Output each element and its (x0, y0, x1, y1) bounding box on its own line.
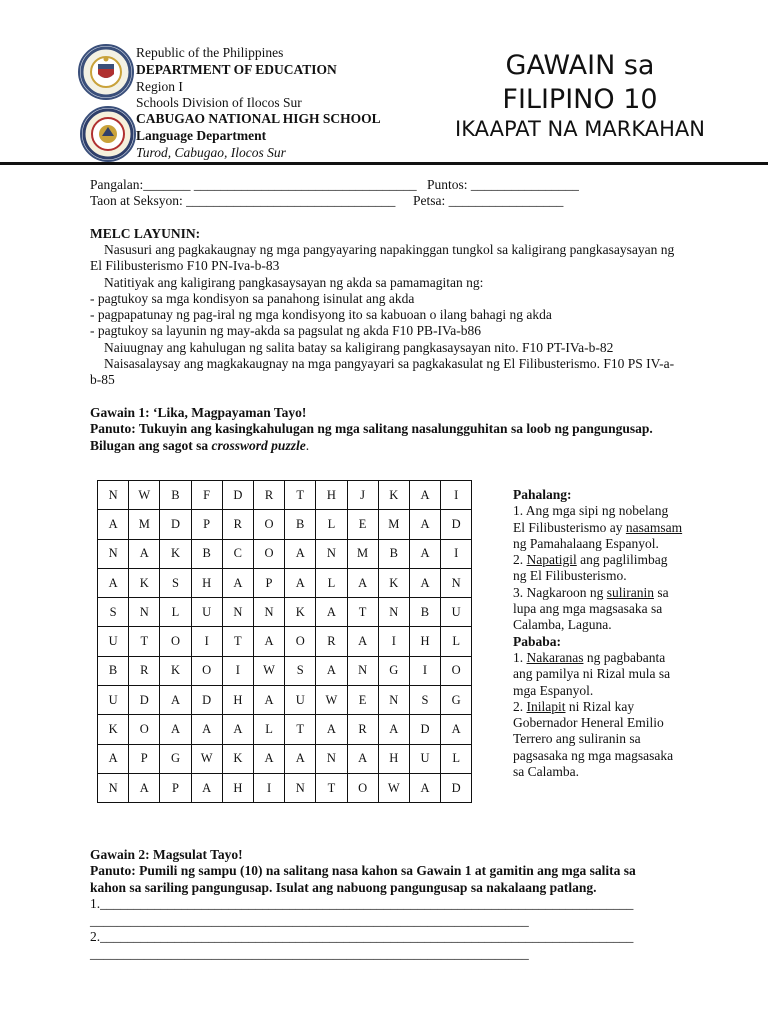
gawain2-title: Gawain 2: Magsulat Tayo! (90, 847, 243, 862)
grid-cell[interactable]: R (222, 510, 253, 539)
gawain2-instruction-1: Panuto: Pumili ng sampu (10) na salitang nasa kahon sa Gawain 1 at gamitin ang mga salita sa (90, 863, 636, 878)
grid-cell[interactable]: A (129, 539, 160, 568)
grid-cell[interactable]: A (129, 773, 160, 802)
grid-row (98, 686, 472, 715)
grid-cell[interactable]: H (222, 773, 253, 802)
grid-cell[interactable]: B (378, 539, 409, 568)
gawain1-instruction-2: Bilugan ang sagot sa crossword puzzle. (90, 438, 310, 453)
melc-objective-4: Naisasalaysay ang magkakaugnay na mga pangyayari sa pagkakasulat ng El Filibusterismo. F10 PS IV-a-b-85 (90, 356, 675, 388)
grid-cell[interactable]: L (160, 598, 191, 627)
gawain2-instruction-2: kahon sa sariling pangungusap. Isulat ang nabuong pangungusap sa nakalaang patlang. (90, 880, 597, 895)
department-text: DEPARTMENT OF EDUCATION (136, 62, 337, 77)
grid-cell[interactable]: M (378, 510, 409, 539)
grid-cell[interactable]: H (222, 686, 253, 715)
pababa-clue-2: 2. Inilapit ni Rizal kay Gobernador Heneral Emilio Terrero ang suliranin sa pagsasaka ng mga magsasaka sa Calamba. (513, 698, 674, 780)
grid-row (98, 656, 472, 685)
answer-line-2[interactable]: 2._______________________________________________________________________________ (90, 929, 634, 944)
grid-cell[interactable]: A (316, 598, 347, 627)
grid-cell[interactable]: W (378, 773, 409, 802)
grid-cell[interactable]: E (347, 510, 378, 539)
grid-cell[interactable]: M (129, 510, 160, 539)
grid-cell[interactable]: A (285, 744, 316, 773)
grid-cell[interactable]: S (285, 656, 316, 685)
grid-cell[interactable]: K (222, 744, 253, 773)
melc-objective-1: Nasusuri ang pagkakaugnay ng mga pangyayaring napakinggan tungkol sa kaligirang pangkasaysayan ng El Filibusterismo F10 PN-Iva-b-83 (90, 242, 675, 274)
grid-cell[interactable]: T (316, 773, 347, 802)
grid-cell[interactable]: N (129, 598, 160, 627)
grid-cell[interactable]: A (222, 568, 253, 597)
grid-cell[interactable]: W (253, 656, 284, 685)
grid-cell[interactable]: R (253, 481, 284, 510)
grid-cell[interactable]: T (129, 627, 160, 656)
grid-cell[interactable]: D (441, 510, 472, 539)
answer-line-1-cont[interactable]: _________________________________________________________________ (90, 913, 529, 928)
grid-cell[interactable]: A (409, 510, 440, 539)
grid-cell[interactable]: M (347, 539, 378, 568)
grid-cell[interactable]: K (285, 598, 316, 627)
grid-cell[interactable]: T (222, 627, 253, 656)
grid-cell[interactable]: A (347, 627, 378, 656)
grid-cell[interactable]: A (378, 715, 409, 744)
grid-cell[interactable]: S (98, 598, 129, 627)
grid-cell[interactable]: D (191, 686, 222, 715)
date-field[interactable]: Petsa: _________________ (413, 193, 564, 208)
grid-cell[interactable]: N (316, 744, 347, 773)
grid-cell[interactable]: L (441, 627, 472, 656)
grid-cell[interactable]: A (98, 568, 129, 597)
grid-cell[interactable]: I (409, 656, 440, 685)
grid-cell[interactable]: D (409, 715, 440, 744)
grid-cell[interactable]: A (253, 686, 284, 715)
grid-cell[interactable]: H (316, 481, 347, 510)
grid-cell[interactable]: U (191, 598, 222, 627)
grid-cell[interactable]: H (378, 744, 409, 773)
grid-row (98, 510, 472, 539)
answer-line-2-cont[interactable]: _________________________________________________________________ (90, 946, 529, 961)
grid-cell[interactable]: R (316, 627, 347, 656)
grid-cell[interactable]: N (378, 598, 409, 627)
melc-bullet-3: - pagtukoy sa layunin ng may-akda sa pagsulat ng akda F10 PB-IVa-b86 (90, 323, 482, 338)
grid-row (98, 598, 472, 627)
pababa-heading: Pababa: (513, 633, 562, 649)
pahalang-clue-2: 2. Napatigil ang paglilimbag ng El Filibusterismo. (513, 552, 668, 584)
grid-cell[interactable]: A (160, 686, 191, 715)
grid-cell[interactable]: A (347, 744, 378, 773)
grid-row (98, 568, 472, 597)
grid-cell[interactable]: I (441, 539, 472, 568)
deped-seal (78, 44, 134, 100)
grid-cell[interactable]: N (347, 656, 378, 685)
grid-cell[interactable]: A (222, 715, 253, 744)
score-field[interactable]: Puntos: ________________ (427, 177, 579, 192)
name-field[interactable]: Pangalan:_______ _________________________________ (90, 177, 417, 192)
grid-cell[interactable]: U (409, 744, 440, 773)
school-name: CABUGAO NATIONAL HIGH SCHOOL (136, 111, 381, 126)
grid-cell[interactable]: A (316, 656, 347, 685)
grid-cell[interactable]: B (409, 598, 440, 627)
grid-row (98, 715, 472, 744)
grid-cell[interactable]: O (191, 656, 222, 685)
grid-cell[interactable]: A (409, 539, 440, 568)
grid-cell[interactable]: W (191, 744, 222, 773)
header-divider (0, 162, 768, 165)
grid-cell[interactable]: I (441, 481, 472, 510)
grid-cell[interactable]: G (160, 744, 191, 773)
crossword-grid (97, 480, 472, 803)
grid-cell[interactable]: D (222, 481, 253, 510)
grid-cell[interactable]: U (285, 686, 316, 715)
grid-cell[interactable]: A (409, 568, 440, 597)
grid-cell[interactable]: F (191, 481, 222, 510)
grid-cell[interactable]: A (191, 773, 222, 802)
grid-cell[interactable]: N (441, 568, 472, 597)
grid-cell[interactable]: N (98, 773, 129, 802)
pahalang-clue-1: 1. Ang mga sipi ng nobelang El Filibusterismo ay nasamsam ng Pamahalaang Espanyol. (513, 503, 683, 551)
grid-cell[interactable]: A (98, 744, 129, 773)
grid-cell[interactable]: P (160, 773, 191, 802)
grid-cell[interactable]: T (347, 598, 378, 627)
school-address: Turod, Cabugao, Ilocos Sur (136, 145, 286, 160)
grid-cell[interactable]: P (191, 510, 222, 539)
grid-cell[interactable]: L (441, 744, 472, 773)
grid-cell[interactable]: A (285, 568, 316, 597)
grid-cell[interactable]: U (98, 686, 129, 715)
grid-cell[interactable]: K (160, 539, 191, 568)
grid-cell[interactable]: O (285, 627, 316, 656)
title-line-3: IKAAPAT NA MARKAHAN (455, 117, 705, 141)
grid-row (98, 744, 472, 773)
gawain1-title: Gawain 1: ‘Lika, Magpayaman Tayo! (90, 405, 307, 420)
grid-cell[interactable]: A (160, 715, 191, 744)
grid-cell[interactable]: K (378, 568, 409, 597)
grid-cell[interactable]: L (253, 715, 284, 744)
grid-cell[interactable]: A (253, 627, 284, 656)
grid-cell[interactable]: L (316, 510, 347, 539)
grid-cell[interactable]: N (316, 539, 347, 568)
grid-cell[interactable]: K (98, 715, 129, 744)
grid-cell[interactable]: A (347, 568, 378, 597)
grid-cell[interactable]: N (98, 539, 129, 568)
melc-objective-3: Naiuugnay ang kahulugan ng salita batay sa kaligirang pangkasaysayan nito. F10 PT-IVa-b-82 (104, 340, 614, 355)
pababa-clue-1: 1. Nakaranas ng pagbabanta ang pamilya ni Rizal mula sa mga Espanyol. (513, 649, 671, 698)
grid-cell[interactable]: G (378, 656, 409, 685)
grid-cell[interactable]: T (285, 481, 316, 510)
grid-cell[interactable]: O (253, 539, 284, 568)
section-field[interactable]: Taon at Seksyon: _______________________________ (90, 193, 396, 208)
region-text: Region I (136, 79, 183, 94)
grid-cell[interactable]: O (441, 656, 472, 685)
grid-cell[interactable]: I (191, 627, 222, 656)
grid-cell[interactable]: A (441, 715, 472, 744)
grid-cell[interactable]: N (222, 598, 253, 627)
grid-cell[interactable]: A (409, 773, 440, 802)
grid-cell[interactable]: P (129, 744, 160, 773)
title-line-1: GAWAIN sa (505, 50, 655, 81)
grid-cell[interactable]: H (191, 568, 222, 597)
grid-cell[interactable]: O (160, 627, 191, 656)
grid-cell[interactable]: E (347, 686, 378, 715)
grid-cell[interactable]: I (222, 656, 253, 685)
grid-row (98, 773, 472, 802)
melc-objective-2: Natitiyak ang kaligirang pangkasaysayan ng akda sa pamamagitan ng: (104, 275, 484, 290)
grid-cell[interactable]: N (253, 598, 284, 627)
grid-cell[interactable]: H (409, 627, 440, 656)
grid-cell[interactable]: K (160, 656, 191, 685)
grid-row (98, 481, 472, 510)
pahalang-clue-3: 3. Nagkaroon ng suliranin sa lupa ang mga magsasaka sa Calamba, Laguna. (513, 584, 669, 633)
grid-cell[interactable]: A (409, 481, 440, 510)
grid-cell[interactable]: U (441, 598, 472, 627)
grid-cell[interactable]: W (316, 686, 347, 715)
school-seal (80, 106, 136, 162)
grid-cell[interactable]: B (160, 481, 191, 510)
grid-cell[interactable]: R (129, 656, 160, 685)
grid-cell[interactable]: J (347, 481, 378, 510)
grid-cell[interactable]: P (253, 568, 284, 597)
grid-cell[interactable]: A (253, 744, 284, 773)
grid-cell[interactable]: N (285, 773, 316, 802)
grid-cell[interactable]: K (129, 568, 160, 597)
grid-cell[interactable]: B (191, 539, 222, 568)
grid-cell[interactable]: B (98, 656, 129, 685)
grid-cell[interactable]: K (378, 481, 409, 510)
melc-bullet-2: - pagpapatunay ng pag-iral ng mga kondisyong ito sa kabuoan o ilang bahagi ng akda (90, 307, 552, 322)
grid-cell[interactable]: D (441, 773, 472, 802)
grid-cell[interactable]: B (285, 510, 316, 539)
grid-row (98, 627, 472, 656)
grid-cell[interactable]: A (98, 510, 129, 539)
grid-cell[interactable]: S (409, 686, 440, 715)
melc-heading: MELC LAYUNIN: (90, 226, 201, 241)
grid-cell[interactable]: G (441, 686, 472, 715)
language-dept: Language Department (136, 128, 267, 143)
grid-cell[interactable]: A (316, 715, 347, 744)
pahalang-heading: Pahalang: (513, 487, 572, 502)
grid-cell[interactable]: I (378, 627, 409, 656)
grid-cell[interactable]: A (191, 715, 222, 744)
clues-panel (513, 487, 683, 780)
grid-cell[interactable]: S (160, 568, 191, 597)
grid-cell[interactable]: W (129, 481, 160, 510)
grid-cell[interactable]: D (160, 510, 191, 539)
answer-line-1[interactable]: 1._______________________________________________________________________________ (90, 896, 634, 911)
grid-cell[interactable]: C (222, 539, 253, 568)
title-line-2: FILIPINO 10 (502, 84, 658, 115)
melc-bullet-1: - pagtukoy sa mga kondisyon sa panahong isinulat ang akda (90, 291, 415, 306)
grid-cell[interactable]: O (253, 510, 284, 539)
gawain1-instruction: Panuto: Tukuyin ang kasingkahulugan ng mga salitang nasalungguhitan sa loob ng pangungusap. (90, 421, 653, 436)
grid-cell[interactable]: N (378, 686, 409, 715)
grid-cell[interactable]: L (316, 568, 347, 597)
grid-cell[interactable]: U (98, 627, 129, 656)
grid-cell[interactable]: I (253, 773, 284, 802)
grid-row (98, 539, 472, 568)
grid-cell[interactable]: R (347, 715, 378, 744)
division-text: Schools Division of Ilocos Sur (136, 95, 302, 110)
grid-cell[interactable]: O (129, 715, 160, 744)
republic-text: Republic of the Philippines (136, 45, 284, 60)
grid-cell[interactable]: N (98, 481, 129, 510)
grid-cell[interactable]: O (347, 773, 378, 802)
grid-cell[interactable]: D (129, 686, 160, 715)
grid-cell[interactable]: A (285, 539, 316, 568)
grid-cell[interactable]: T (285, 715, 316, 744)
